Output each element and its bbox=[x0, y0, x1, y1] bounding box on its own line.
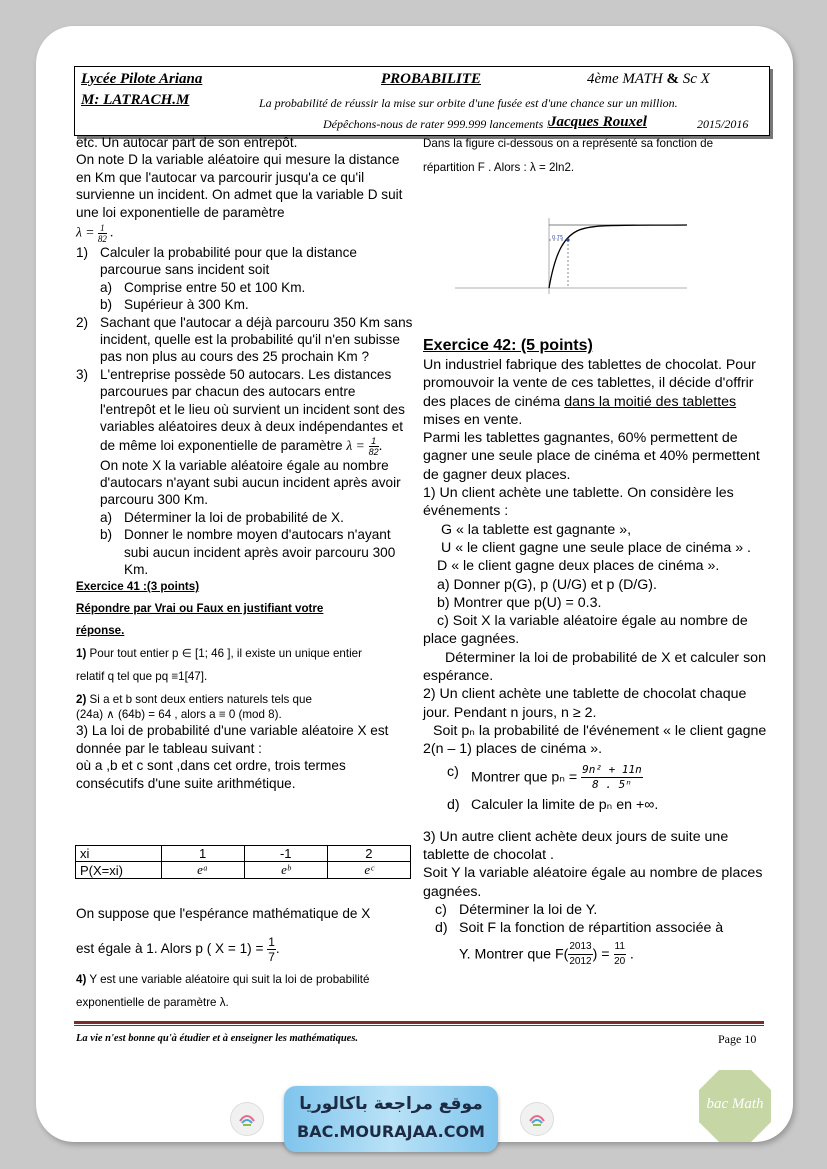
pn-fraction: $\frac{\text{9n² + 11n}}{\text{8 . 5ⁿ}}$ bbox=[582, 762, 642, 791]
exercise-41-instruction-1: Répondre par Vrai ou Faux en justifiant votre bbox=[76, 602, 324, 616]
quote-author: Jacques Rouxel bbox=[549, 114, 647, 130]
ex42-question-2d: d) Calculer la limite de pₙ en +∞. bbox=[447, 796, 659, 813]
level: 4ème MATH & Sc X bbox=[587, 71, 710, 87]
question-3a: a) Déterminer la loi de probabilité de X. bbox=[100, 509, 344, 525]
right-column-top bbox=[423, 136, 768, 175]
table-cell: P(X=xi) bbox=[76, 862, 162, 879]
question-3b: b) Donner le nombre moyen d'autocars n'ayant subi aucun incident après avoir parcouru 300 Km. bbox=[100, 527, 396, 577]
exercise-41-title: Exercice 41 :(3 points) bbox=[76, 580, 200, 594]
ex42-question-1c-2: Déterminer la loi de probabilité de X et calculer son espérance. bbox=[423, 649, 766, 685]
table-cell: eᵇ bbox=[244, 862, 327, 879]
school-name: Lycée Pilote Ariana bbox=[81, 71, 203, 87]
statement-2-line-1: 2) Si a et b sont deux entiers naturels tels que bbox=[76, 693, 312, 707]
site-arabic-name: موقع مراجعة باكالوريا bbox=[299, 1094, 483, 1114]
exercise-42-text-2: Parmi les tablettes gagnantes, 60% permettent de gagner une seule place de cinéma et 40% permettent de gagner deux places. bbox=[423, 430, 760, 483]
site-url[interactable]: BAC.MOURAJAA.COM bbox=[297, 1122, 485, 1141]
lambda-def: λ = $\frac{1}{82}$ . bbox=[76, 223, 114, 245]
statement-3-line-2: où a ,b et c sont ,dans cet ordre, trois termes consécutifs d'une suite arithmétique. bbox=[76, 758, 346, 791]
ex42-question-1a: a) Donner p(G), p (U/G) et p (D/G). bbox=[437, 576, 657, 593]
lambda-fraction: $\frac{1}{82}$ bbox=[97, 223, 107, 245]
site-banner[interactable] bbox=[284, 1086, 498, 1152]
exercise-41-instruction-2: réponse. bbox=[76, 624, 125, 638]
question-3: 3) L'entreprise possède 50 autocars. Les distances parcourues par chacun des autocars entre l'entrepôt et le lieu où survient un incident sont des variables aléatoires deux à deux indépendantes et de même loi exponentielle de paramètre λ = $\frac{1}{82}$ . bbox=[76, 366, 405, 457]
distribution-curve bbox=[549, 225, 687, 288]
table-cell: eᵃ bbox=[161, 862, 244, 879]
footer-motto: La vie n'est bonne qu'à étudier et à enseigner les mathématiques. bbox=[76, 1033, 359, 1044]
right-site-icon bbox=[520, 1102, 554, 1136]
table-row bbox=[76, 862, 411, 879]
footer-rule bbox=[74, 1021, 764, 1024]
ex42-question-1b: b) Montrer que p(U) = 0.3. bbox=[437, 594, 602, 611]
quote-line-1: La probabilité de réussir la mise sur orbite d'une fusée est d'une chance sur un million. bbox=[259, 96, 678, 110]
page-title: PROBABILITE bbox=[381, 71, 482, 87]
question-2: 2) Sachant que l'autocar a déjà parcouru 350 Km sans incident, quelle est la probabilité qu'il n'en subisse pas non plus au cours des 25 prochain Km ? bbox=[76, 314, 413, 365]
ex42-question-3-y: Soit Y la variable aléatoire égale au nombre de places gagnées. bbox=[423, 865, 763, 900]
question-1: 1) Calculer la probabilité pour que la distance parcourue sans incident soit bbox=[76, 245, 357, 278]
teacher-name: M: LATRACH.M bbox=[81, 92, 190, 108]
lambda-fraction-2: $\frac{1}{82}$ bbox=[368, 435, 379, 457]
statement-3-line-3: On suppose que l'espérance mathématique de X bbox=[76, 906, 371, 921]
question-3-x: On note X la variable aléatoire égale au nombre d'autocars n'ayant subi aucun incident après avoir parcouru 300 Km. bbox=[100, 457, 401, 508]
marked-point bbox=[566, 238, 569, 241]
logo-text: bac Math bbox=[706, 1096, 764, 1112]
exercise-42-title: Exercice 42: (5 points) bbox=[423, 337, 593, 354]
distribution-function-graph bbox=[455, 218, 687, 296]
question-1a: a) Comprise entre 50 et 100 Km. bbox=[100, 279, 306, 295]
ex42-question-2c: c) Montrer que pₙ = $\frac{\text{9n² + 11n}}{\text{8 . 5ⁿ}}$ bbox=[447, 762, 642, 791]
left-site-icon bbox=[230, 1102, 264, 1136]
ex42-question-2-event: Soit pₙ la probabilité de l'événement « le client gagne 2(n – 1) places de cinéma ». bbox=[423, 722, 767, 758]
event-g: G « la tablette est gagnante », bbox=[441, 521, 632, 538]
statement-2-line-2: (24a) ∧ (64b) = 64 , alors a ≡ 0 (mod 8). bbox=[76, 708, 282, 722]
fraction-2013-2012: $\frac{2013}{2012}$ bbox=[569, 940, 592, 967]
figure-intro-2: répartition F . Alors : λ = 2ln2. bbox=[423, 161, 575, 174]
ex42-question-3d-2: Y. Montrer que F( $\frac{2013}{2012}$ ) = $\frac{11}{20}$ . bbox=[459, 940, 634, 967]
probability-table bbox=[75, 845, 411, 879]
bac-math-logo bbox=[697, 1068, 773, 1144]
school-year: 2015/2016 bbox=[697, 117, 749, 131]
ex42-question-1c: c) Soit X la variable aléatoire égale au nombre de place gagnées. bbox=[423, 613, 748, 648]
left-column-bottom bbox=[76, 905, 414, 1010]
table-row bbox=[76, 846, 411, 862]
fraction-11-20: $\frac{11}{20}$ bbox=[614, 940, 626, 967]
event-d: D « le client gagne deux places de cinéma ». bbox=[437, 558, 720, 575]
answer-fraction: $\frac{1}{7}$ bbox=[268, 935, 275, 965]
figure-intro-1: Dans la figure ci-dessous on a représenté sa fonction de bbox=[423, 137, 714, 150]
table-cell: 2 bbox=[327, 846, 410, 862]
ex42-question-3: 3) Un autre client achète deux jours de suite une tablette de chocolat . bbox=[423, 828, 729, 864]
statement-4-line-2: exponentielle de paramètre λ. bbox=[76, 996, 229, 1010]
ex42-question-3c: c) Déterminer la loi de Y. bbox=[435, 902, 598, 919]
question-1b: b) Supérieur à 300 Km. bbox=[100, 297, 249, 313]
table-cell: xi bbox=[76, 846, 162, 862]
graph-point-label: 0.75 bbox=[552, 235, 564, 241]
page-number: Page 10 bbox=[718, 1032, 757, 1046]
statement-1-line-2: relatif q tel que pq ≡1[47]. bbox=[76, 670, 208, 684]
statement-4-line-1: 4) Y est une variable aléatoire qui suit la loi de probabilité bbox=[76, 973, 370, 987]
quote-line-2: Dépêchons-nous de rater 999.999 lancements ! bbox=[323, 117, 551, 131]
ex42-question-3d: d) Soit F la fonction de répartition associée à bbox=[435, 920, 724, 937]
statement-3-line-1: 3) La loi de probabilité d'une variable aléatoire X est donnée par le tableau suivant : bbox=[76, 723, 389, 756]
table-cell: -1 bbox=[244, 846, 327, 862]
statement-1-line-1: 1) Pour tout entier p ∈ [1; 46 ], il existe un unique entier bbox=[76, 647, 362, 661]
intro-line: etc. Un autocar part de son entrepôt. bbox=[76, 135, 298, 150]
footer-rule-thin bbox=[74, 1025, 764, 1026]
ex42-question-2: 2) Un client achète une tablette de chocolat chaque jour. Pendant n jours, n ≥ 2. bbox=[423, 686, 747, 721]
intro-text: On note D la variable aléatoire qui mesure la distance en Km que l'autocar va parcourir jusqu'a ce qu'il survienne un incident. On admet que la variable D suit une loi exponentielle de paramètre bbox=[76, 152, 403, 220]
right-column bbox=[423, 336, 769, 969]
table-cell: eᶜ bbox=[327, 862, 410, 879]
statement-3-line-4: est égale à 1. Alors p ( X = 1) = $\frac{1}{7}$ . bbox=[76, 935, 280, 965]
event-u: U « le client gagne une seule place de cinéma » . bbox=[441, 539, 751, 556]
exercise-42-text-1: Un industriel fabrique des tablettes de chocolat. Pour promouvoir la vente de ces tablettes, il décide d'offrir des places de cinéma dans la moitié des tablettes mises en vente. bbox=[423, 357, 756, 428]
header-box bbox=[74, 66, 770, 136]
left-column bbox=[76, 134, 414, 792]
table-cell: 1 bbox=[161, 846, 244, 862]
ex42-question-1: 1) Un client achète une tablette. On considère les événements : bbox=[423, 485, 734, 520]
